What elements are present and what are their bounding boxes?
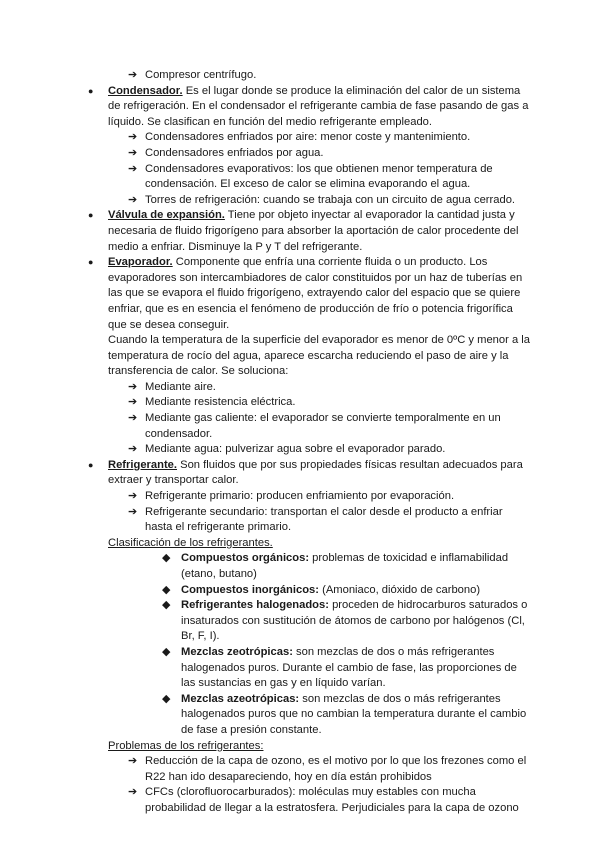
text-line: halogenados puros que no cambian la temperatura durante el cambio: [181, 708, 527, 721]
diamond-bullet-icon: ◆: [162, 599, 171, 612]
text-line: las que se evapora el fluido frigorígeno, extrayendo calor del espacio que se quiere: [108, 287, 521, 300]
list-item: [0, 598, 600, 614]
bullet-icon: ●: [88, 459, 94, 470]
text-line: Tiene por objeto inyectar al evaporador la cantidad justa y: [224, 209, 515, 222]
text-line: Br, F, I).: [181, 630, 220, 643]
term-heading: Mezclas azeotrópicas:: [181, 692, 300, 705]
list-item: [0, 551, 600, 567]
list-item: [0, 208, 600, 224]
text-line: las sustancias en gas y en líquido varían.: [181, 677, 386, 690]
diamond-bullet-icon: ◆: [162, 552, 171, 565]
list-item: [0, 255, 600, 271]
term-heading: Mezclas zeotrópicas:: [181, 645, 293, 658]
text-line: Torres de refrigeración: cuando se trabaja con un circuito de agua cerrado.: [145, 193, 516, 206]
bullet-icon: ●: [88, 210, 94, 221]
text-line: Refrigerante primario: producen enfriamiento por evaporación.: [145, 490, 455, 503]
text-line: hasta el refrigerante primario.: [145, 521, 292, 534]
list-item: [0, 692, 600, 708]
text-line: probabilidad de llegar a la estratosfera. Perjudiciales para la capa de ozono: [145, 801, 519, 814]
diamond-bullet-icon: ◆: [162, 645, 171, 658]
text-line: (etano, butano): [181, 568, 257, 580]
list-item: [0, 645, 600, 661]
list-item: [0, 458, 600, 474]
subsection-heading: Clasificación de los refrigerantes.: [108, 536, 273, 549]
list-item: [0, 442, 600, 458]
section-heading: Condensador.: [108, 84, 183, 97]
diamond-bullet-icon: ◆: [162, 692, 171, 705]
text-line: enfriar, que es en esencia el fenómeno de producción de frío o potencia frigorífica: [108, 302, 513, 315]
list-item: [0, 505, 600, 521]
arrow-bullet-icon: ➔: [128, 443, 138, 456]
text-line: de fase a presión constante.: [181, 723, 322, 736]
arrow-bullet-icon: ➔: [128, 490, 138, 503]
text-line: Condensadores evaporativos: los que obtienen menor temperatura de: [145, 162, 493, 175]
text-line: insaturados con sustitución de átomos de carbono por halógenos (Cl,: [181, 614, 525, 627]
arrow-bullet-icon: ➔: [128, 162, 138, 175]
text-line: proceden de hidrocarburos saturados o: [328, 599, 528, 612]
text-line: problemas de toxicidad e inflamabilidad: [309, 552, 509, 565]
bullet-icon: ●: [88, 257, 94, 268]
arrow-bullet-icon: ➔: [128, 380, 138, 393]
text-line: condensación. El exceso de calor se elimina evaporando el agua.: [145, 178, 471, 191]
section-heading: Refrigerante.: [108, 458, 178, 471]
arrow-bullet-icon: ➔: [128, 786, 138, 799]
arrow-bullet-icon: ➔: [128, 193, 138, 206]
text-line: R22 han ido desapareciendo, hoy en día están prohibidos: [145, 770, 432, 783]
text-line: Cuando la temperatura de la superficie del evaporador es menor de 0ºC y menor a la: [108, 334, 530, 347]
arrow-bullet-icon: ➔: [128, 755, 138, 768]
text-line: CFCs (clorofluorocarburados): moléculas muy estables con mucha: [145, 786, 476, 799]
text-line: Compresor centrífugo.: [145, 69, 257, 81]
text-line: necesaria de fluido frigorígeno para absorber la aportación de calor procedente del: [108, 224, 519, 237]
text-line: Mediante resistencia eléctrica.: [145, 396, 296, 409]
text-line: Refrigerante secundario: transportan el calor desde el producto a enfriar: [145, 505, 503, 518]
list-item: [0, 68, 600, 84]
list-item: [0, 146, 600, 162]
text-line: son mezclas de dos o más refrigerantes: [299, 692, 501, 705]
text-line: (Amoniaco, dióxido de carbono): [319, 583, 481, 596]
text-line: evaporadores son intercambiadores de calor constituidos por un haz de tuberías en: [108, 271, 523, 284]
term-heading: Compuestos orgánicos:: [181, 552, 310, 565]
text-line: Son fluidos que por sus propiedades físicas resultan adecuados para: [177, 458, 523, 471]
list-item: [0, 130, 600, 146]
list-item: [0, 395, 600, 411]
text-line: temperatura de rocío del agua, aparece escarcha reduciendo el paso de aire y la: [108, 349, 509, 362]
text-line: Condensadores enfriados por aire: menor coste y mantenimiento.: [145, 131, 471, 144]
section-heading: Evaporador.: [108, 256, 173, 269]
section-heading: Válvula de expansión.: [108, 209, 225, 222]
text-line: medio a enfriar. Disminuye la P y T del refrigerante.: [108, 240, 363, 253]
list-item: [0, 583, 600, 599]
text-line: Condensadores enfriados por agua.: [145, 146, 324, 159]
arrow-bullet-icon: ➔: [128, 396, 138, 409]
list-item: [0, 162, 600, 178]
list-item: [0, 785, 600, 801]
text-line: transferencia de calor. Se soluciona:: [108, 365, 289, 378]
text-line: extraer y transportar calor.: [108, 474, 239, 487]
text-line: condensador.: [145, 427, 213, 440]
text-line: Mediante gas caliente: el evaporador se convierte temporalmente en un: [145, 412, 501, 425]
text-line: líquido. Se clasifican en función del medio refrigerante empleado.: [108, 115, 433, 128]
arrow-bullet-icon: ➔: [128, 146, 138, 159]
list-item: [0, 489, 600, 505]
arrow-bullet-icon: ➔: [128, 412, 138, 425]
text-line: que se desea conseguir.: [108, 318, 230, 331]
text-line: Mediante agua: pulverizar agua sobre el evaporador parado.: [145, 443, 446, 456]
text-line: Reducción de la capa de ozono, es el motivo por lo que los frezones como el: [145, 755, 527, 768]
text-line: de refrigeración. En el condensador el refrigerante cambia de fase pasando de gas a: [108, 100, 529, 113]
arrow-bullet-icon: ➔: [128, 505, 138, 518]
arrow-bullet-icon: ➔: [128, 69, 138, 81]
term-heading: Refrigerantes halogenados:: [181, 599, 329, 612]
list-item: [0, 754, 600, 770]
bullet-icon: ●: [88, 85, 94, 96]
arrow-bullet-icon: ➔: [128, 131, 138, 144]
text-line: halogenados puros. Durante el cambio de fase, las proporciones de: [181, 661, 517, 674]
text-line: Es el lugar donde se produce la eliminación del calor de un sistema: [182, 84, 521, 97]
text-line: son mezclas de dos o más refrigerantes: [292, 645, 495, 658]
term-heading: Compuestos inorgánicos:: [181, 583, 319, 596]
list-item: [0, 84, 600, 100]
list-item: [0, 411, 600, 427]
text-line: Mediante aire.: [145, 380, 216, 393]
subsection-heading: Problemas de los refrigerantes:: [108, 739, 264, 752]
list-item: [0, 380, 600, 396]
text-line: Componente que enfría una corriente fluida o un producto. Los: [172, 256, 488, 269]
document-page: [0, 68, 600, 817]
diamond-bullet-icon: ◆: [162, 583, 171, 596]
list-item: [0, 193, 600, 209]
